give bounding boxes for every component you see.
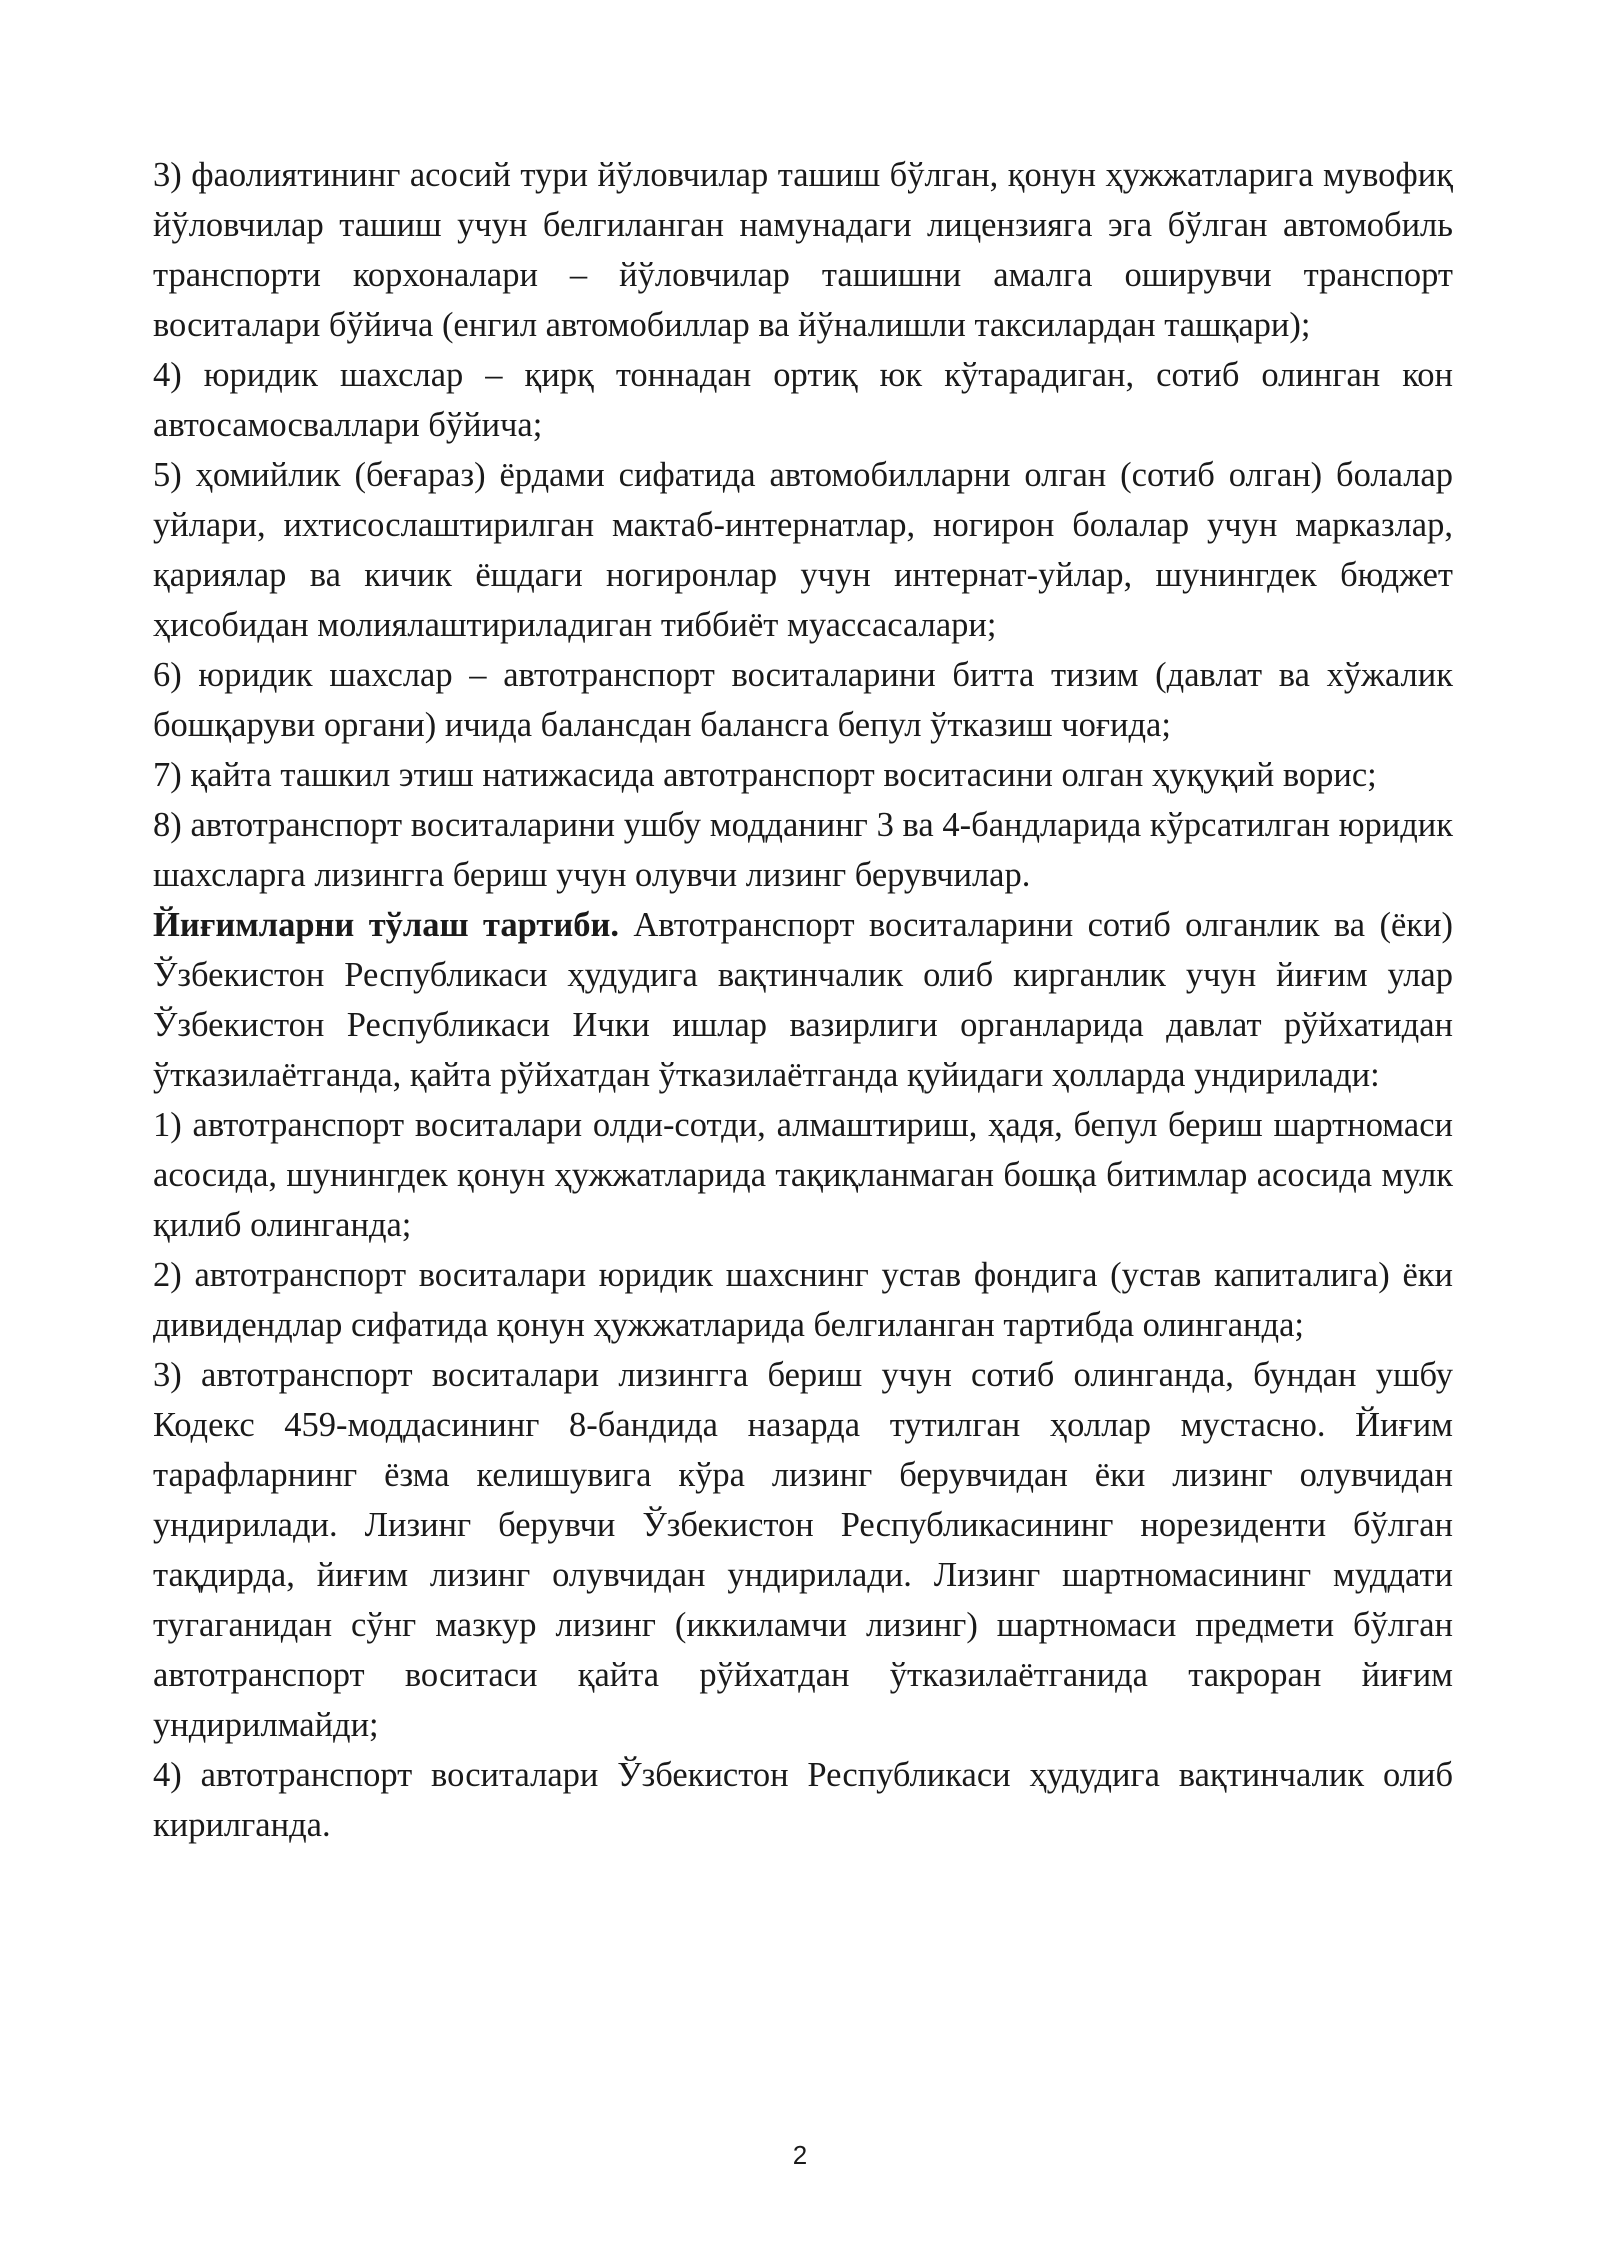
collection-case-4: 4) автотранспорт воситалари Ўзбекистон Республикаси ҳудудига вақтинчалик олиб кирилганда. [153, 1756, 1453, 1844]
collection-case-1: 1) автотранспорт воситалари олди-сотди, алмаштириш, ҳадя, бепул бериш шартномаси асосида, шунингдек қонун ҳужжатларида тақиқланмаган бошқа битимлар асосида мулк қилиб олинганда; [153, 1106, 1453, 1244]
exemption-item-3: 3) фаолиятининг асосий тури йўловчилар ташиш бўлган, қонун ҳужжатларига мувофиқ йўловчилар ташиш учун белгиланган намунадаги лицензияга эга бўлган автомобиль транспорти корхоналари – йўловчилар ташишни амалга оширувчи транспорт воситалари бўйича (енгил автомобиллар ва йўналишли таксилардан ташқари); [153, 156, 1453, 344]
exemption-item-4: 4) юридик шахслар – қирқ тоннадан ортиқ юк кўтарадиган, сотиб олинган кон автосамосваллари бўйича; [153, 356, 1453, 444]
page-number: 2 [792, 2140, 808, 2170]
collection-case-3: 3) автотранспорт воситалари лизингга бериш учун сотиб олинганда, бундан ушбу Кодекс 459-моддасининг 8-бандида назарда тутилган ҳоллар мустасно. Йиғим тарафларнинг ёзма келишувига кўра лизинг берувчидан ёки лизинг олувчидан ундирилади. Лизинг берувчи Ўзбекистон Республикасининг норезиденти бўлган тақдирда, йиғим лизинг олувчидан ундирилади. Лизинг шартномасининг муддати тугаганидан сўнг мазкур лизинг (иккиламчи лизинг) шартномаси предмети бўлган автотранспорт воситаси қайта рўйхатдан ўтказилаётганида такроран йиғим ундирилмайди; [153, 1356, 1453, 1744]
exemption-item-8: 8) автотранспорт воситаларини ушбу модданинг 3 ва 4-бандларида кўрсатилган юридик шахсларга лизингга бериш учун олувчи лизинг берувчилар. [153, 806, 1453, 894]
exemption-item-7: 7) қайта ташкил этиш натижасида автотранспорт воситасини олган ҳуқуқий ворис; [153, 756, 1377, 794]
document-body [153, 150, 1453, 1850]
exemption-item-6: 6) юридик шахслар – автотранспорт воситаларини битта тизим (давлат ва хўжалик бошқаруви органи) ичида балансдан балансга бепул ўтказиш чоғида; [153, 656, 1453, 744]
exemption-item-5: 5) ҳомийлик (беғараз) ёрдами сифатида автомобилларни олган (сотиб олган) болалар уйлари, ихтисослаштирилган мактаб-интернатлар, ногирон болалар учун марказлар, қариялар ва кичик ёшдаги ногиронлар учун интернат-уйлар, шунингдек бюджет ҳисобидан молиялаштириладиган тиббиёт муассасалари; [153, 456, 1453, 644]
collection-case-2: 2) автотранспорт воситалари юридик шахснинг устав фондига (устав капиталига) ёки дивидендлар сифатида қонун ҳужжатларида белгиланган тартибда олинганда; [153, 1256, 1453, 1344]
payment-order-paragraph [153, 900, 1453, 1100]
payment-order-text: Автотранспорт воситаларини сотиб олганлик ва (ёки) Ўзбекистон Республикаси ҳудудига вақтинчалик олиб кирганлик учун йиғим улар Ўзбекистон Республикаси Ички ишлар вазирлиги органларида давлат рўйхатидан ўтказилаётганда, қайта рўйхатдан ўтказилаётганда қуйидаги ҳолларда ундирилади: [153, 906, 1453, 1094]
payment-order-heading: Йиғимларни тўлаш тартиби. [153, 906, 619, 944]
